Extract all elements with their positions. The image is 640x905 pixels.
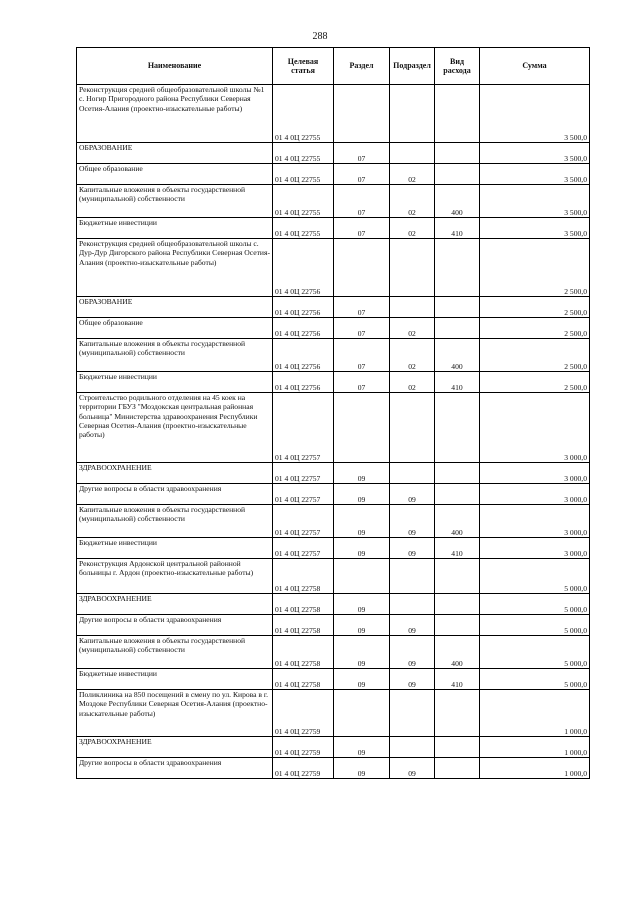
- cell-name: Капитальные вложения в объекты государственной (муниципальной) собственности: [77, 185, 273, 218]
- table-row: [77, 484, 590, 505]
- cell-subsection: [390, 85, 435, 143]
- header-subsection: Подраздел: [390, 48, 435, 85]
- cell-target-article: 01 4 0Ц 22755: [273, 185, 334, 218]
- cell-section: 09: [334, 615, 390, 636]
- cell-sum: 1 000,0: [480, 737, 590, 758]
- cell-target-article: 01 4 0Ц 22755: [273, 85, 334, 143]
- cell-subsection: 02: [390, 318, 435, 339]
- cell-sum: 5 000,0: [480, 559, 590, 594]
- cell-target-article: 01 4 0Ц 22756: [273, 318, 334, 339]
- cell-name: Бюджетные инвестиции: [77, 669, 273, 690]
- table-row: [77, 185, 590, 218]
- cell-name: Капитальные вложения в объекты государственной (муниципальной) собственности: [77, 505, 273, 538]
- cell-expense-type: 410: [435, 372, 480, 393]
- cell-name: Другие вопросы в области здравоохранения: [77, 484, 273, 505]
- cell-name: Поликлиника на 850 посещений в смену по ул. Кирова в г. Моздоке Республики Северная Осетия-Алания (проектно-изыскательные работы): [77, 690, 273, 737]
- cell-subsection: [390, 297, 435, 318]
- cell-section: 07: [334, 372, 390, 393]
- cell-expense-type: [435, 239, 480, 297]
- cell-expense-type: 400: [435, 339, 480, 372]
- table-row: [77, 239, 590, 297]
- cell-section: 09: [334, 669, 390, 690]
- cell-section: 09: [334, 737, 390, 758]
- cell-target-article: 01 4 0Ц 22755: [273, 143, 334, 164]
- cell-subsection: [390, 737, 435, 758]
- cell-target-article: 01 4 0Ц 22758: [273, 669, 334, 690]
- cell-target-article: 01 4 0Ц 22757: [273, 463, 334, 484]
- cell-section: 09: [334, 758, 390, 779]
- cell-subsection: [390, 559, 435, 594]
- cell-target-article: 01 4 0Ц 22758: [273, 559, 334, 594]
- cell-subsection: [390, 594, 435, 615]
- cell-section: 09: [334, 594, 390, 615]
- cell-sum: 3 000,0: [480, 393, 590, 463]
- cell-target-article: 01 4 0Ц 22755: [273, 164, 334, 185]
- table-body: [77, 85, 590, 779]
- table-row: [77, 164, 590, 185]
- table-row: [77, 393, 590, 463]
- cell-subsection: [390, 463, 435, 484]
- cell-subsection: [390, 239, 435, 297]
- cell-target-article: 01 4 0Ц 22756: [273, 372, 334, 393]
- cell-target-article: 01 4 0Ц 22756: [273, 239, 334, 297]
- table-row: [77, 297, 590, 318]
- table-row: [77, 372, 590, 393]
- cell-name: Другие вопросы в области здравоохранения: [77, 615, 273, 636]
- cell-target-article: 01 4 0Ц 22758: [273, 594, 334, 615]
- cell-sum: 3 500,0: [480, 164, 590, 185]
- cell-name: Общее образование: [77, 164, 273, 185]
- cell-subsection: 09: [390, 636, 435, 669]
- cell-target-article: 01 4 0Ц 22757: [273, 505, 334, 538]
- cell-section: 07: [334, 318, 390, 339]
- cell-expense-type: [435, 297, 480, 318]
- cell-subsection: 02: [390, 372, 435, 393]
- cell-expense-type: [435, 143, 480, 164]
- cell-sum: 2 500,0: [480, 239, 590, 297]
- cell-name: Реконструкция средней общеобразовательной школы №1 с. Ногир Пригородного района Республики Северная Осетия-Алания (проектно-изыскательные работы): [77, 85, 273, 143]
- cell-expense-type: 410: [435, 538, 480, 559]
- cell-expense-type: [435, 594, 480, 615]
- cell-section: [334, 239, 390, 297]
- cell-subsection: 09: [390, 505, 435, 538]
- cell-subsection: [390, 143, 435, 164]
- table-row: [77, 559, 590, 594]
- cell-section: 09: [334, 538, 390, 559]
- cell-name: Бюджетные инвестиции: [77, 372, 273, 393]
- cell-target-article: 01 4 0Ц 22758: [273, 615, 334, 636]
- header-sum: Сумма: [480, 48, 590, 85]
- cell-section: 09: [334, 463, 390, 484]
- cell-subsection: 09: [390, 484, 435, 505]
- cell-expense-type: [435, 615, 480, 636]
- cell-expense-type: [435, 164, 480, 185]
- cell-sum: 3 500,0: [480, 85, 590, 143]
- header-target-article: Целевая статья: [273, 48, 334, 85]
- cell-expense-type: [435, 737, 480, 758]
- table-row: [77, 615, 590, 636]
- cell-sum: 3 000,0: [480, 463, 590, 484]
- table-row: [77, 758, 590, 779]
- cell-expense-type: [435, 559, 480, 594]
- cell-sum: 1 000,0: [480, 758, 590, 779]
- cell-expense-type: [435, 690, 480, 737]
- cell-target-article: 01 4 0Ц 22756: [273, 339, 334, 372]
- cell-target-article: 01 4 0Ц 22756: [273, 297, 334, 318]
- cell-name: ЗДРАВООХРАНЕНИЕ: [77, 737, 273, 758]
- cell-name: Бюджетные инвестиции: [77, 538, 273, 559]
- cell-target-article: 01 4 0Ц 22755: [273, 218, 334, 239]
- cell-sum: 1 000,0: [480, 690, 590, 737]
- cell-subsection: [390, 393, 435, 463]
- cell-section: 09: [334, 636, 390, 669]
- table-row: [77, 85, 590, 143]
- cell-name: ЗДРАВООХРАНЕНИЕ: [77, 463, 273, 484]
- cell-name: Капитальные вложения в объекты государственной (муниципальной) собственности: [77, 339, 273, 372]
- cell-expense-type: [435, 85, 480, 143]
- cell-sum: 5 000,0: [480, 594, 590, 615]
- cell-expense-type: [435, 318, 480, 339]
- header-row: [77, 48, 590, 85]
- table-row: [77, 218, 590, 239]
- table-row: [77, 505, 590, 538]
- cell-subsection: 02: [390, 185, 435, 218]
- cell-expense-type: 410: [435, 218, 480, 239]
- page-number: 288: [312, 31, 328, 42]
- cell-name: Бюджетные инвестиции: [77, 218, 273, 239]
- cell-section: 07: [334, 339, 390, 372]
- cell-sum: 2 500,0: [480, 297, 590, 318]
- cell-name: Капитальные вложения в объекты государственной (муниципальной) собственности: [77, 636, 273, 669]
- cell-expense-type: 400: [435, 185, 480, 218]
- cell-target-article: 01 4 0Ц 22757: [273, 393, 334, 463]
- cell-expense-type: [435, 484, 480, 505]
- table-row: [77, 463, 590, 484]
- cell-sum: 2 500,0: [480, 372, 590, 393]
- cell-target-article: 01 4 0Ц 22757: [273, 538, 334, 559]
- cell-sum: 5 000,0: [480, 615, 590, 636]
- table-row: [77, 594, 590, 615]
- cell-section: [334, 393, 390, 463]
- cell-sum: 5 000,0: [480, 636, 590, 669]
- cell-subsection: 09: [390, 758, 435, 779]
- cell-sum: 3 500,0: [480, 218, 590, 239]
- cell-subsection: 09: [390, 669, 435, 690]
- table-row: [77, 339, 590, 372]
- cell-subsection: 02: [390, 164, 435, 185]
- header-section: Раздел: [334, 48, 390, 85]
- cell-target-article: 01 4 0Ц 22759: [273, 690, 334, 737]
- cell-target-article: 01 4 0Ц 22757: [273, 484, 334, 505]
- table-row: [77, 143, 590, 164]
- cell-name: Другие вопросы в области здравоохранения: [77, 758, 273, 779]
- budget-table: [76, 47, 590, 779]
- cell-target-article: 01 4 0Ц 22758: [273, 636, 334, 669]
- cell-name: ОБРАЗОВАНИЕ: [77, 143, 273, 164]
- cell-expense-type: 410: [435, 669, 480, 690]
- cell-subsection: 02: [390, 218, 435, 239]
- cell-sum: 2 500,0: [480, 318, 590, 339]
- cell-sum: 2 500,0: [480, 339, 590, 372]
- cell-section: 07: [334, 164, 390, 185]
- cell-expense-type: [435, 393, 480, 463]
- cell-name: Реконструкция Ардонской центральной районной больницы г. Ардон (проектно-изыскательные работы): [77, 559, 273, 594]
- cell-sum: 3 000,0: [480, 538, 590, 559]
- cell-sum: 3 500,0: [480, 143, 590, 164]
- cell-subsection: 02: [390, 339, 435, 372]
- table-header: [77, 48, 590, 85]
- table-row: [77, 737, 590, 758]
- cell-name: Строительство родильного отделения на 45 коек на территории ГБУЗ "Моздокская центральная районная больница" Министерства здравоохранения Республики Северная Осетия-Алания (проектно-изыскательные работы): [77, 393, 273, 463]
- table-row: [77, 318, 590, 339]
- table-row: [77, 538, 590, 559]
- cell-section: [334, 559, 390, 594]
- cell-section: 07: [334, 297, 390, 318]
- cell-expense-type: [435, 463, 480, 484]
- cell-subsection: [390, 690, 435, 737]
- cell-name: ОБРАЗОВАНИЕ: [77, 297, 273, 318]
- cell-section: 07: [334, 218, 390, 239]
- cell-section: 09: [334, 484, 390, 505]
- cell-target-article: 01 4 0Ц 22759: [273, 758, 334, 779]
- cell-sum: 3 000,0: [480, 484, 590, 505]
- cell-expense-type: 400: [435, 636, 480, 669]
- cell-section: [334, 85, 390, 143]
- cell-expense-type: [435, 758, 480, 779]
- cell-section: 07: [334, 143, 390, 164]
- cell-name: Реконструкция средней общеобразовательной школы с. Дур-Дур Дигорского района Республики Северная Осетия-Алания (проектно-изыскательные работы): [77, 239, 273, 297]
- header-expense-type: Вид расхода: [435, 48, 480, 85]
- table-row: [77, 669, 590, 690]
- cell-name: ЗДРАВООХРАНЕНИЕ: [77, 594, 273, 615]
- cell-sum: 5 000,0: [480, 669, 590, 690]
- cell-section: 09: [334, 505, 390, 538]
- cell-target-article: 01 4 0Ц 22759: [273, 737, 334, 758]
- cell-sum: 3 000,0: [480, 505, 590, 538]
- table-row: [77, 636, 590, 669]
- cell-section: 07: [334, 185, 390, 218]
- cell-expense-type: 400: [435, 505, 480, 538]
- table-row: [77, 690, 590, 737]
- header-name: Наименование: [77, 48, 273, 85]
- cell-section: [334, 690, 390, 737]
- cell-subsection: 09: [390, 538, 435, 559]
- cell-sum: 3 500,0: [480, 185, 590, 218]
- cell-subsection: 09: [390, 615, 435, 636]
- cell-name: Общее образование: [77, 318, 273, 339]
